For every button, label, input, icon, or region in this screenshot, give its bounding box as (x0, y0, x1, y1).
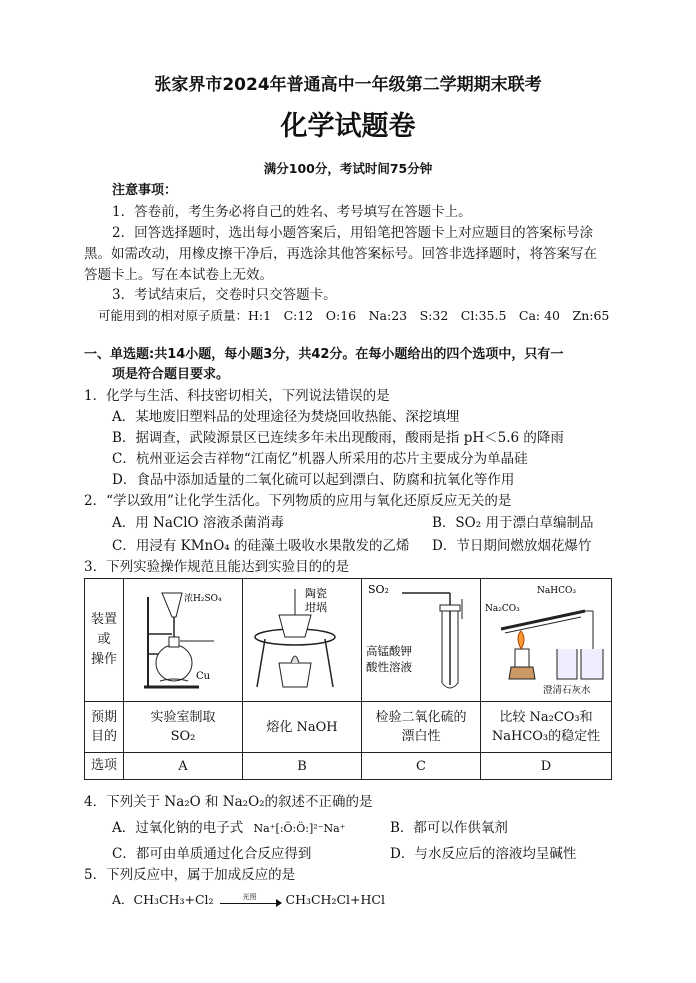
carbonate-stability-figure (481, 579, 611, 697)
q2-option-d: D．节日期间燃放烟花爆竹 (432, 538, 592, 554)
q2-option-c: C．用浸有 KMnO₄ 的硅藻土吸收水果散发的乙烯 (112, 538, 410, 554)
note-item-3: 3．考试结束后，交卷时只交答题卡。 (112, 287, 337, 303)
q1-option-c: C．杭州亚运会吉祥物“江南忆”机器人所采用的芯片主要成分为单晶硅 (112, 451, 528, 467)
crucible-label-2: 坩埚 (305, 601, 327, 614)
figure-d-cell (481, 579, 612, 702)
q4-option-a-text: A．过氧化钠的电子式 (112, 820, 244, 836)
q3-stem: 3．下列实验操作规范且能达到实验目的的是 (84, 559, 350, 575)
paper-title: 化学试题卷 (280, 111, 416, 142)
option-b-label: B (243, 753, 362, 780)
purpose-d-line-1: 比较 Na₂CO₃和 (499, 710, 593, 725)
score-time: 满分100分，考试时间75分钟 (263, 161, 433, 176)
acid-label: 浓H₂SO₄ (184, 594, 222, 604)
na2co3-label: Na₂CO₃ (485, 604, 520, 614)
q1-option-d: D．食品中添加适量的二氧化硫可以起到漂白、防腐和抗氧化等作用 (112, 472, 515, 488)
experiment-table (84, 578, 612, 780)
q5-option-a-products: CH₃CH₂Cl+HCl (285, 892, 385, 907)
note-item-2-line-2: 黑。如需改动，用橡皮擦干净后，再选涂其他答案标号。回答非选择题时，将答案写在 (84, 246, 597, 262)
purpose-c (362, 702, 481, 753)
row-header-purpose-2: 目的 (90, 729, 117, 744)
figure-a-cell (124, 579, 243, 702)
purpose-c-line-2: 漂白性 (401, 729, 441, 744)
solution-label-1: 高锰酸钾 (366, 644, 412, 658)
note-item-2-line-1: 2．回答选择题时，选出每小题答案后，用铅笔把答题卡上对应题目的答案标号涂 (112, 225, 594, 241)
q1-option-a: A．某地废旧塑料品的处理途径为焚烧回收热能、深挖填埋 (112, 409, 460, 425)
q5-stem: 5．下列反应中，属于加成反应的是 (84, 867, 296, 883)
purpose-d-line-2: NaHCO₃的稳定性 (491, 729, 601, 744)
row-header-apparatus-3: 操作 (90, 652, 117, 667)
q4-option-a (112, 819, 345, 838)
crucible-label-1: 陶瓷 (305, 587, 327, 600)
reaction-arrow (218, 893, 282, 909)
purpose-b (243, 702, 362, 753)
so2-kmno4-figure (362, 579, 480, 697)
nahco3-label: NaHCO₃ (537, 586, 576, 596)
purpose-a (124, 702, 243, 753)
row-header-purpose (85, 702, 124, 753)
figure-c-cell (362, 579, 481, 702)
section-1-line-1: 一、单选题:共14小题，每小题3分，共42分。在每小题给出的四个选项中，只有一 (84, 347, 564, 362)
arrow-shaft (220, 903, 278, 904)
row-header-option: 选项 (85, 753, 124, 780)
row-header-apparatus-2: 或 (97, 632, 111, 647)
exam-title: 张家界市2024年普通高中一年级第二学期期末联考 (154, 75, 542, 95)
metal-label: Cu (196, 671, 211, 682)
solution-label-2: 酸性溶液 (366, 660, 412, 674)
purpose-a-line-1: 实验室制取 (150, 710, 216, 725)
note-item-2-line-3: 答题卡上。写在本试卷上无效。 (84, 267, 273, 283)
crucible-heating-figure (243, 579, 361, 697)
gas-label: SO₂ (368, 583, 389, 596)
atomic-masses: 可能用到的相对原子质量：H:1 C:12 O:16 Na:23 S:32 Cl:35.5 Ca: 40 Zn:65 (98, 308, 610, 323)
note-item-1: 1．答卷前，考生务必将自己的姓名、考号填写在答题卡上。 (112, 204, 472, 220)
option-c-label: C (362, 753, 481, 780)
option-a-label: A (124, 753, 243, 780)
q1-option-b: B．据调查，武陵源景区已连续多年未出现酸雨，酸雨是指 pH＜5.6 的降雨 (112, 430, 564, 446)
so2-generation-apparatus-figure (124, 579, 242, 697)
sodium-peroxide-electron-formula: Na⁺[:Ö:Ö:]²⁻Na⁺ (253, 822, 346, 835)
purpose-a-line-2: SO₂ (170, 729, 196, 744)
option-d-label: D (481, 753, 612, 780)
purpose-b-line-1: 熔化 NaOH (266, 719, 338, 735)
reaction-condition: 光照 (242, 892, 257, 901)
notes-heading: 注意事项： (112, 183, 178, 198)
q4-option-c: C．都可由单质通过化合反应得到 (112, 846, 312, 862)
q5-option-a (112, 891, 385, 909)
arrow-head (276, 899, 282, 907)
q2-option-a: A．用 NaClO 溶液杀菌消毒 (112, 515, 284, 531)
q4-option-b: B．都可以作供氧剂 (390, 820, 508, 836)
q4-option-d: D．与水反应后的溶液均呈碱性 (390, 846, 577, 862)
q1-stem: 1．化学与生活、科技密切相关，下列说法错误的是 (84, 388, 390, 404)
q2-option-b: B．SO₂ 用于漂白草编制品 (432, 515, 594, 531)
purpose-d (481, 702, 612, 753)
figure-b-cell (243, 579, 362, 702)
q4-stem: 4．下列关于 Na₂O 和 Na₂O₂的叙述不正确的是 (84, 794, 373, 810)
row-header-purpose-1: 预期 (90, 710, 117, 725)
q5-option-a-reactants: A．CH₃CH₃+Cl₂ (112, 892, 214, 907)
section-1-line-2: 项是符合题目要求。 (112, 367, 230, 382)
row-header-apparatus (85, 579, 124, 702)
limewater-label: 澄清石灰水 (543, 685, 591, 696)
purpose-c-line-1: 检验二氧化硫的 (375, 710, 467, 725)
row-header-apparatus-1: 装置 (90, 612, 117, 627)
q2-stem: 2．“学以致用”让化学生活化。下列物质的应用与氧化还原反应无关的是 (84, 493, 512, 509)
